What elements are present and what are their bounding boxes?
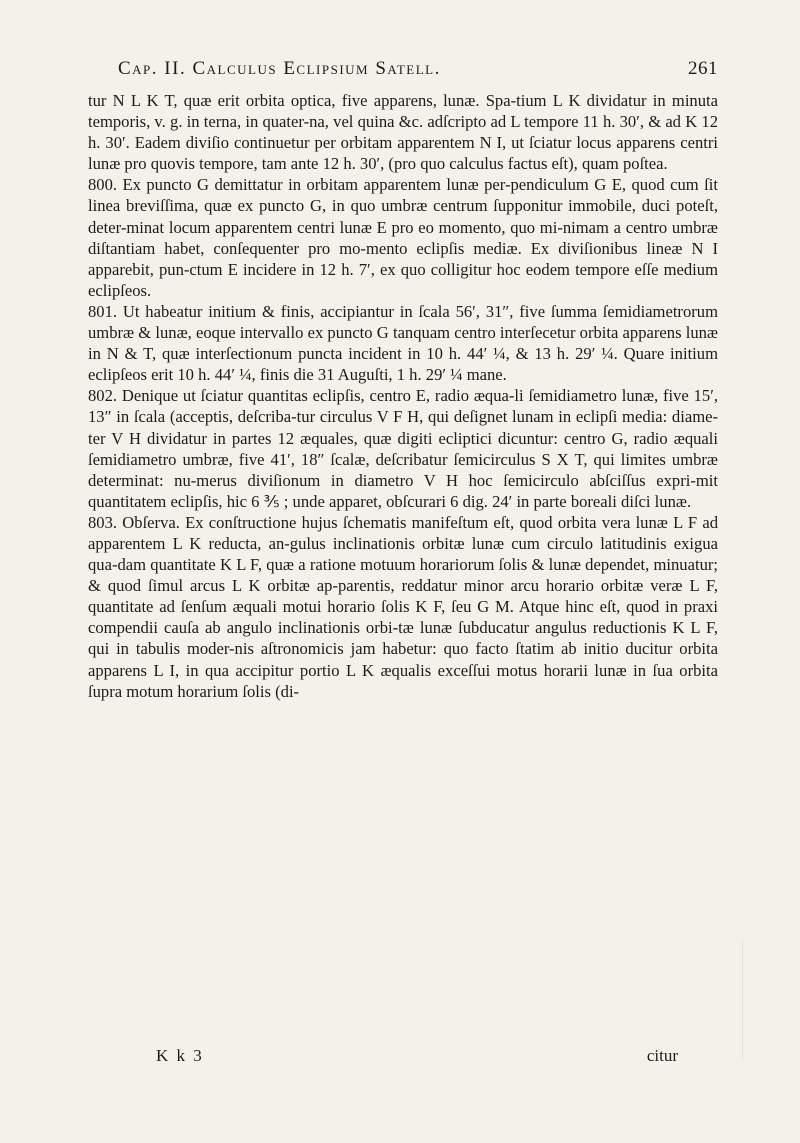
- chapter-title: Cap. II. Calculus Eclipsium Satell.: [118, 58, 441, 79]
- paragraph-802: 802. Denique ut ſciatur quantitas eclipſis, centro E, radio æqua-li ſemidiametro lunæ, five 15′, 13″ in ſcala (acceptis, deſcriba-tur circulus V F H, qui deſignet lunam in eclipſi media: diame-ter V H dividatur in partes 12 æquales, quæ digiti ecliptici dicuntur: centro G, radio æquali ſemidiametro umbræ, five 41′, 18″ ſcalæ, deſcribatur ſemicirculus S X T, qui limites umbræ determinat: nu-merus diviſionum in diametro V H hoc ſemicirculo abſciſſus expri-mit quantitatem eclipſis, hic 6 ⅗ ; unde apparet, obſcurari 6 dig. 24′ in parte boreali diſci lunæ.: [88, 386, 718, 511]
- catchword: citur: [646, 1046, 678, 1065]
- page-footer: [88, 1046, 718, 1068]
- paragraph-801: 801. Ut habeatur initium & finis, accipiantur in ſcala 56′, 31″, five ſumma ſemidiametrorum umbræ & lunæ, eoque intervallo ex puncto G tanquam centro interſecetur orbita apparens lunæ in N & T, quæ interſectionum puncta incident in 10 h. 44′ ¼, & 13 h. 29′ ¼. Quare initium eclipſeos erit 10 h. 44′ ¼, finis die 31 Auguſti, 1 h. 29′ ¼ mane.: [88, 301, 718, 385]
- body-text: [88, 90, 718, 702]
- signature-mark: K k 3: [156, 1046, 204, 1065]
- paragraph-803: 803. Obſerva. Ex conſtructione hujus ſchematis manifeſtum eſt, quod orbita vera lunæ L F ad apparentem L K reducta, an-gulus inclinationis orbitæ lunæ cum circulo latitudinis exigua qua-dam quantitate K L F, quæ a ratione motuum horariorum ſolis & lunæ dependet, minuatur; & quod ſimul arcus L K orbitæ ap-parentis, reddatur minor arcu horario orbitæ veræ L F, quantitate ad ſenſum æquali motui horario ſolis K F, ſeu G M. Atque hinc eſt, quod in praxi compendii cauſa ab angulo inclinationis orbi-tæ lunæ ſubducatur angulus reductionis K L F, qui in tabulis moder-nis aſtronomicis jam habetur: quo facto ſtatim ab initio ducitur orbita apparens L I, in qua accipitur portio L K æqualis exceſſui motus horarii lunæ in ſua orbita ſupra motum horarium ſolis (di-: [88, 512, 718, 701]
- paragraph-800: 800. Ex puncto G demittatur in orbitam apparentem lunæ per-pendiculum G E, quod cum ſit linea breviſſima, quæ ex puncto G, in quo umbræ centrum ſupponitur immobile, duci poteſt, deter-minat locum apparentem centri lunæ E pro eo momento, quo mi-nimam a centro umbræ diſtantiam habet, conſequenter pro mo-mento eclipſis mediæ. Ex diviſionibus lineæ N I apparebit, pun-ctum E incidere in 12 h. 7′, ex quo colligitur hoc eodem tempore eſſe medium eclipſeos.: [88, 175, 718, 300]
- paragraph-continuation: tur N L K T, quæ erit orbita optica, five apparens, lunæ. Spa-tium L K dividatur in minuta temporis, v. g. in terna, in quater-na, vel quina &c. adſcripto ad L tempore 11 h. 30′, & ad K 12 h. 30′. Eadem diviſio continuetur per orbitam apparentem N I, ut ſciatur locus apparens centri lunæ pro quovis tempore, tam ante 12 h. 30′, (pro quo calculus factus eſt), quam poſtea.: [88, 91, 718, 174]
- page-number: 261: [688, 58, 718, 79]
- paper-mark: [742, 940, 783, 1060]
- running-head: [118, 58, 718, 82]
